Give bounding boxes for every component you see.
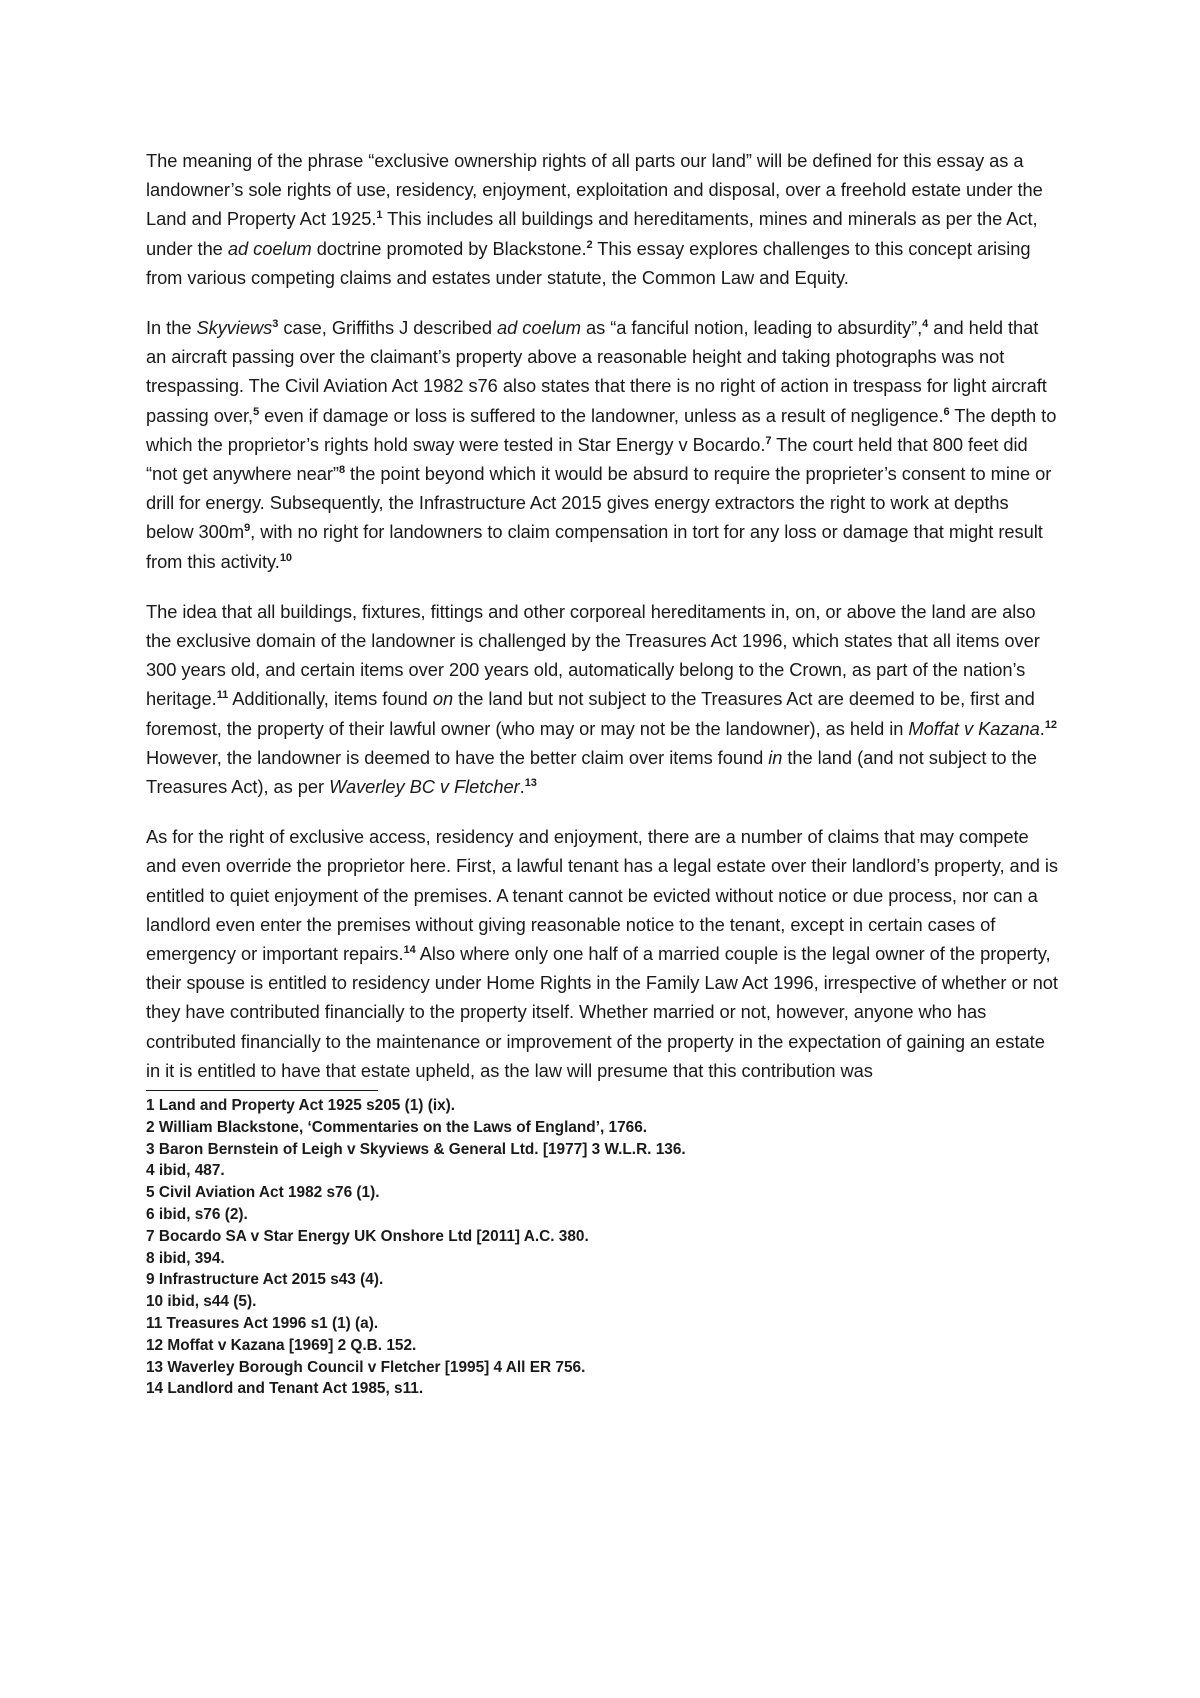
footnote-separator bbox=[146, 1090, 378, 1091]
text-run: case, Griffiths J described bbox=[278, 317, 498, 339]
text-run: As for the right of exclusive access, residency and enjoyment, there are a number of claims that may compete and even override the proprietor here. First, a lawful tenant has a legal estate over their landlord’s property, and is entitled to quiet enjoyment of the premises. A tenant cannot be evicted without notice or due process, nor can a landlord even enter the premises without giving reasonable notice to the tenant, except in certain cases of emergency or important repairs. bbox=[146, 826, 1059, 965]
text-run: This essay explores challenges to this concept arising from various competing claims and estates under statute, the Common Law and Equity. bbox=[146, 237, 1031, 288]
footnote: 12 Moffat v Kazana [1969] 2 Q.B. 152. bbox=[146, 1336, 417, 1354]
paragraph bbox=[146, 822, 1058, 1085]
footnote: 14 Landlord and Tenant Act 1985, s11. bbox=[146, 1380, 424, 1398]
text-run: . bbox=[1039, 717, 1045, 739]
footnote: 13 Waverley Borough Council v Fletcher [1995] 4 All ER 756. bbox=[146, 1358, 586, 1376]
text-run: The idea that all buildings, fixtures, fittings and other corporeal hereditaments in, on, or above the land are also the exclusive domain of the landowner is challenged by the Treasures Act 1996, which states that all items over 300 years old, and certain items over 200 years old, automatically belong to the Crown, as part of the nation’s heritage. bbox=[146, 600, 1040, 710]
text-run: even if damage or loss is suffered to the landowner, unless as a result of negligence. bbox=[259, 404, 944, 426]
text-run: the land (and not subject to the Treasures Act), as per bbox=[146, 746, 1037, 798]
footnote-ref: 5 bbox=[253, 405, 260, 418]
footnotes bbox=[146, 1095, 1058, 1400]
text-run: In the bbox=[146, 317, 197, 339]
italic-text: on bbox=[432, 688, 454, 710]
footnote-ref: 13 bbox=[524, 776, 537, 789]
footnote-ref: 7 bbox=[765, 434, 772, 447]
footnote: 8 ibid, 394. bbox=[146, 1249, 225, 1267]
footnote: 6 ibid, s76 (2). bbox=[146, 1206, 248, 1224]
paragraph bbox=[146, 313, 1058, 576]
text-run: However, the landowner is deemed to have the better claim over items found bbox=[146, 746, 769, 768]
text-run: . bbox=[519, 776, 525, 798]
footnote-ref: 1 bbox=[376, 209, 383, 222]
footnote: 11 Treasures Act 1996 s1 (1) (a). bbox=[146, 1315, 379, 1333]
italic-text: Skyviews bbox=[196, 317, 273, 339]
italic-text: in bbox=[768, 746, 783, 768]
italic-text: Moffat v Kazana bbox=[908, 717, 1040, 739]
footnote-ref: 9 bbox=[244, 522, 251, 535]
footnote: 9 Infrastructure Act 2015 s43 (4). bbox=[146, 1271, 384, 1289]
footnote: 3 Baron Bernstein of Leigh v Skyviews & General Ltd. [1977] 3 W.L.R. 136. bbox=[146, 1140, 686, 1158]
footnote-ref: 3 bbox=[272, 317, 279, 330]
text-run: doctrine promoted by Blackstone. bbox=[311, 237, 587, 259]
italic-text: ad coelum bbox=[227, 237, 312, 259]
text-run: and held that an aircraft passing over the claimant’s property above a reasonable height and taking photographs was not trespassing. The Civil Aviation Act 1982 s76 also states that there is no right of action in trespass for light aircraft passing over, bbox=[146, 317, 1047, 426]
text-run: , with no right for landowners to claim compensation in tort for any loss or damage that might result from this activity. bbox=[146, 521, 1043, 572]
footnote-ref: 12 bbox=[1044, 718, 1057, 731]
footnote-ref: 6 bbox=[943, 405, 950, 418]
footnote-ref: 2 bbox=[586, 238, 593, 251]
paragraph bbox=[146, 597, 1058, 801]
text-run: Additionally, items found bbox=[228, 688, 433, 710]
text-run: The depth to which the proprietor’s rights hold sway were tested in Star Energy v Bocardo. bbox=[146, 404, 1057, 455]
text-run: the point beyond which it would be absurd to require the proprieter’s consent to mine or drill for energy. Subsequently, the Infrastructure Act 2015 gives energy extractors the right to work at depths below 300m bbox=[146, 463, 1052, 543]
footnote: 10 ibid, s44 (5). bbox=[146, 1293, 257, 1311]
text-run: The meaning of the phrase “exclusive ownership rights of all parts our land” will be defined for this essay as a landowner’s sole rights of use, residency, enjoyment, exploitation and disposal, over a freehold estate under the Land and Property Act 1925. bbox=[146, 150, 1043, 230]
footnote: 7 Bocardo SA v Star Energy UK Onshore Ltd [2011] A.C. 380. bbox=[146, 1227, 589, 1245]
text-run: as “a fanciful notion, leading to absurdity”, bbox=[580, 317, 923, 339]
text-run: The court held that 800 feet did “not get anywhere near” bbox=[146, 433, 1028, 485]
text-run: This includes all buildings and hereditaments, mines and minerals as per the Act, under the bbox=[146, 208, 1038, 259]
italic-text: Waverley BC v Fletcher bbox=[329, 776, 520, 798]
document-page bbox=[146, 146, 1058, 1400]
footnote-ref: 11 bbox=[216, 689, 229, 702]
footnote-ref: 10 bbox=[279, 551, 292, 564]
text-run: Also where only one half of a married couple is the legal owner of the property, their spouse is entitled to residency under Home Rights in the Family Law Act 1996, irrespective of whether or not they have contributed financially to the property itself. Whether married or not, however, anyone who has contributed financially to the maintenance or improvement of the property in the expectation of gaining an estate in it is entitled to have that estate upheld, as the law will presume that this contribution was bbox=[146, 943, 1058, 1081]
footnote-ref: 14 bbox=[403, 943, 416, 956]
italic-text: ad coelum bbox=[497, 317, 581, 339]
footnote: 2 William Blackstone, ‘Commentaries on the Laws of England’, 1766. bbox=[146, 1118, 648, 1136]
footnote: 1 Land and Property Act 1925 s205 (1) (ix). bbox=[146, 1097, 456, 1115]
footnote: 4 ibid, 487. bbox=[146, 1162, 225, 1180]
footnote-ref: 4 bbox=[922, 317, 929, 330]
footnote: 5 Civil Aviation Act 1982 s76 (1). bbox=[146, 1184, 380, 1202]
body-text bbox=[146, 146, 1058, 1085]
text-run: the land but not subject to the Treasures Act are deemed to be, first and foremost, the property of their lawful owner (who may or may not be the landowner), as held in bbox=[146, 688, 1035, 739]
footnote-ref: 8 bbox=[338, 463, 346, 476]
paragraph bbox=[146, 146, 1058, 292]
